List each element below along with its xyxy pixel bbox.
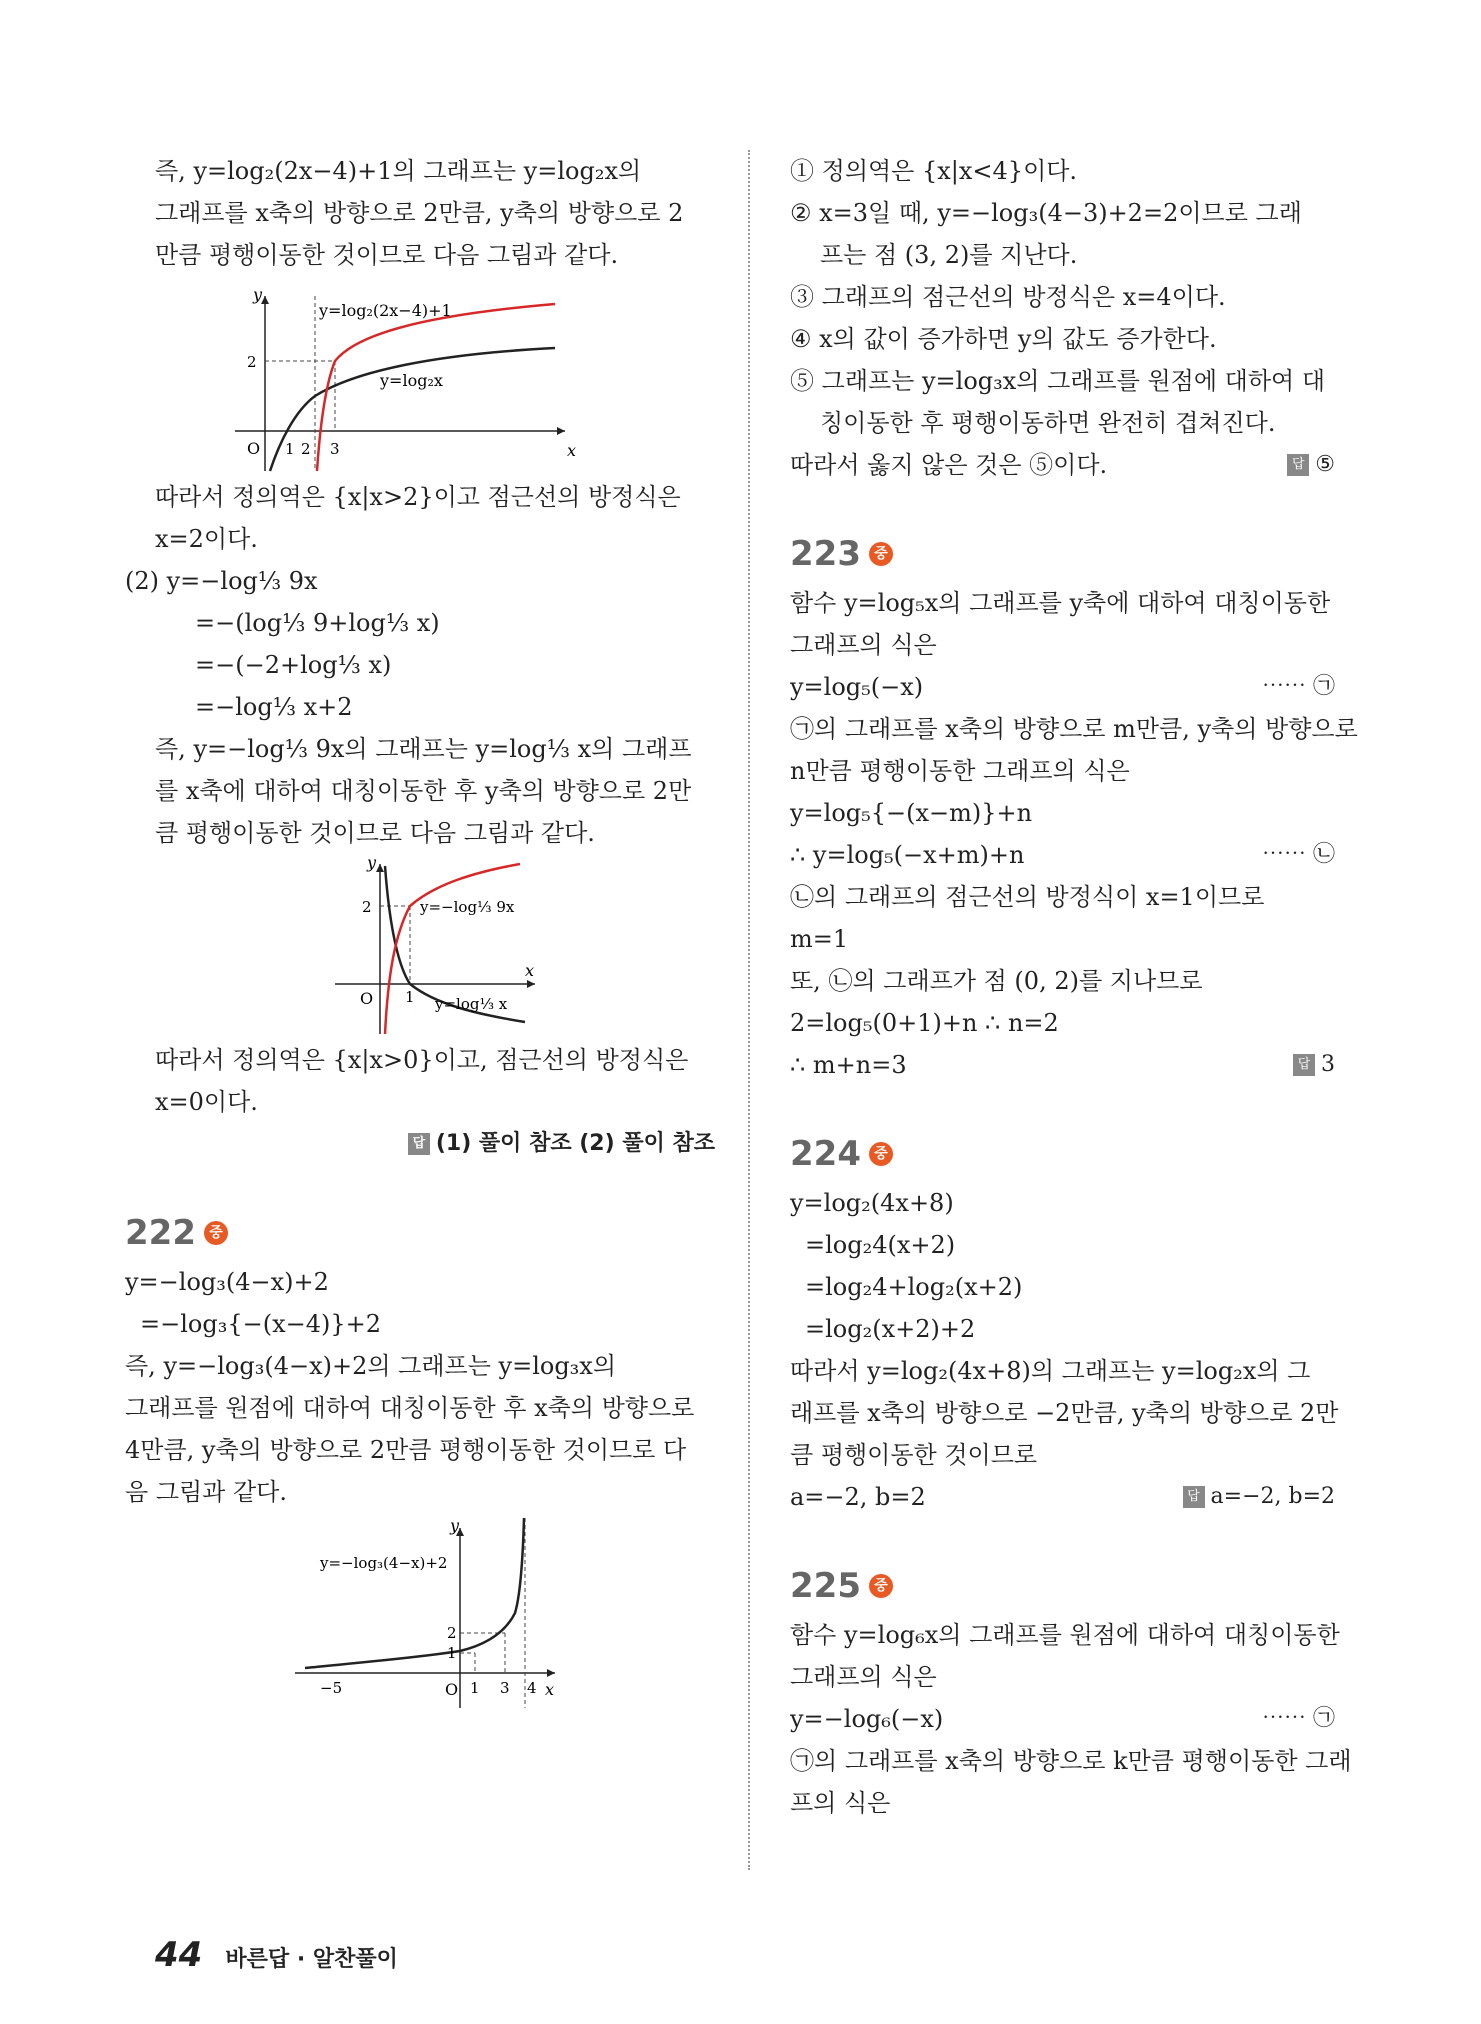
text-line: 4만큼, y축의 방향으로 2만큼 평행이동한 것이므로 다 (125, 1436, 687, 1464)
text-line: 함수 y=log₆x의 그래프를 원점에 대하여 대칭이동한 (790, 1621, 1340, 1649)
text-line (790, 1044, 1335, 1086)
answer-value: 3 (1321, 1052, 1335, 1077)
origin-label: O (360, 989, 374, 1008)
text-line (790, 834, 1335, 876)
x-tick: 1 (285, 440, 295, 458)
problem-225-header (790, 1558, 1335, 1614)
difficulty-badge: 중 (869, 1142, 893, 1166)
curve-label: y=−log₃(4−x)+2 (320, 1554, 448, 1572)
column-divider (748, 150, 750, 1870)
graph-log2 (155, 276, 715, 476)
y-tick: 1 (447, 1644, 457, 1662)
text-line: m=1 (790, 925, 849, 953)
x-tick: 1 (470, 1679, 480, 1697)
text-line: 큼 평행이동한 것이므로 다음 그림과 같다. (155, 819, 595, 847)
conclusion-text: ∴ m+n=3 (790, 1051, 907, 1079)
text-line: (2) y=−log⅓ 9x (125, 567, 318, 595)
text-line: 또, ㉡의 그래프가 점 (0, 2)를 지나므로 (790, 967, 1203, 995)
text-line: 즉, y=log₂(2x−4)+1의 그래프는 y=log₂x의 (155, 157, 642, 185)
conclusion-text: a=−2, b=2 (790, 1483, 926, 1511)
text-line: x=0이다. (155, 1088, 258, 1116)
conclusion-text: 따라서 옳지 않은 것은 ⑤이다. (790, 451, 1108, 479)
text-line (790, 444, 1335, 486)
graph-log-third (155, 854, 715, 1039)
difficulty-badge: 중 (204, 1221, 228, 1245)
text-line: 프는 점 (3, 2)를 지난다. (820, 241, 1078, 269)
text-line (790, 1698, 1335, 1740)
text-line: ㉠의 그래프를 x축의 방향으로 k만큼 평행이동한 그래 (790, 1747, 1352, 1775)
equation-text: ∴ y=log₅(−x+m)+n (790, 841, 1025, 869)
page-footer (155, 1935, 398, 1975)
y-axis-label: y (367, 854, 377, 872)
left-column (125, 150, 715, 1713)
text-line: =log₂4+log₂(x+2) (805, 1273, 1023, 1301)
text-line: 를 x축에 대하여 대칭이동한 후 y축의 방향으로 2만 (155, 777, 692, 805)
problem-number: 222 (125, 1213, 196, 1253)
page-number: 44 (155, 1935, 203, 1975)
text-line: 즉, y=−log₃(4−x)+2의 그래프는 y=log₃x의 (125, 1352, 617, 1380)
text-line: 칭이동한 후 평행이동하면 완전히 겹쳐진다. (820, 409, 1276, 437)
equation-mark: ⋯⋯ ㉠ (1262, 1706, 1335, 1731)
red-curve-label: y=−log⅓ 9x (420, 898, 515, 916)
text-line: 래프를 x축의 방향으로 −2만큼, y축의 방향으로 2만 (790, 1399, 1339, 1427)
text-line: ① 정의역은 {x|x<4}이다. (790, 157, 1078, 185)
text-line: =−(log⅓ 9+log⅓ x) (195, 609, 440, 637)
text-line: n만큼 평행이동한 그래프의 식은 (790, 757, 1130, 785)
text-line: =log₂4(x+2) (805, 1231, 956, 1259)
answer-tag: 답 (1287, 454, 1309, 476)
text-line: 그래프의 식은 (790, 1663, 937, 1691)
text-line: 따라서 y=log₂(4x+8)의 그래프는 y=log₂x의 그 (790, 1357, 1311, 1385)
red-curve-label: y=log₂(2x−4)+1 (319, 301, 452, 320)
text-line: 프의 식은 (790, 1789, 891, 1817)
equation-text: y=log₅(−x) (790, 673, 924, 701)
answer-tag: 답 (408, 1133, 430, 1155)
text-line: y=log₅{−(x−m)}+n (790, 799, 1033, 827)
y-tick: 2 (247, 353, 257, 371)
black-curve-label: y=log₂x (380, 371, 443, 390)
text-line: 그래프의 식은 (790, 631, 937, 659)
answer-value: a=−2, b=2 (1210, 1484, 1335, 1509)
problem-224-header (790, 1126, 1335, 1182)
answer-222 (1287, 444, 1335, 486)
origin-label: O (247, 439, 261, 458)
answer-text: (1) 풀이 참조 (2) 풀이 참조 (435, 1131, 715, 1156)
text-line: =−(−2+log⅓ x) (195, 651, 392, 679)
text-line: 큼 평행이동한 것이므로 (790, 1441, 1038, 1469)
text-line (790, 666, 1335, 708)
problem-223-header (790, 526, 1335, 582)
problem-number: 225 (790, 1566, 861, 1606)
text-line: 그래프를 x축의 방향으로 2만큼, y축의 방향으로 2 (155, 199, 684, 227)
book-title: 바른답 · 알찬풀이 (225, 1947, 398, 1972)
text-line: =−log⅓ x+2 (195, 693, 353, 721)
x-tick: 1 (405, 988, 415, 1006)
text-line: x=2이다. (155, 525, 258, 553)
x-tick: 4 (527, 1679, 537, 1697)
text-line: ⑤ 그래프는 y=log₃x의 그래프를 원점에 대하여 대 (790, 367, 1326, 395)
graph-log3 (155, 1513, 715, 1713)
origin-label: O (445, 1680, 459, 1699)
y-axis-label: y (253, 285, 263, 304)
text-line (790, 1476, 1335, 1518)
x-axis-label: x (525, 961, 535, 980)
x-tick: −5 (320, 1679, 343, 1697)
x-tick: 3 (500, 1679, 510, 1697)
text-line: =log₂(x+2)+2 (805, 1315, 976, 1343)
y-tick: 2 (447, 1624, 457, 1642)
x-axis-label: x (567, 441, 577, 460)
problem-222-header (125, 1205, 715, 1261)
text-line: 함수 y=log₅x의 그래프를 y축에 대하여 대칭이동한 (790, 589, 1331, 617)
answer-223 (1293, 1044, 1335, 1086)
equation-mark: ⋯⋯ ㉠ (1262, 674, 1335, 699)
answer-224 (1183, 1476, 1335, 1518)
text-line: 만큼 평행이동한 것이므로 다음 그림과 같다. (155, 241, 619, 269)
text-line: 즉, y=−log⅓ 9x의 그래프는 y=log⅓ x의 그래프 (155, 735, 692, 763)
text-line: 음 그림과 같다. (125, 1478, 287, 1506)
problem-number: 224 (790, 1134, 861, 1174)
answer-line (155, 1123, 715, 1165)
text-line: 따라서 정의역은 {x|x>0}이고, 점근선의 방정식은 (155, 1046, 689, 1074)
text-line: y=log₂(4x+8) (790, 1189, 954, 1217)
right-column (790, 150, 1358, 1824)
answer-value: ⑤ (1315, 452, 1335, 477)
text-line: ② x=3일 때, y=−log₃(4−3)+2=2이므로 그래 (790, 199, 1302, 227)
difficulty-badge: 중 (869, 542, 893, 566)
text-line: ㉠의 그래프를 x축의 방향으로 m만큼, y축의 방향으로 (790, 715, 1358, 743)
equation-mark: ⋯⋯ ㉡ (1262, 842, 1335, 867)
text-line: 2=log₅(0+1)+n ∴ n=2 (790, 1009, 1059, 1037)
black-curve-label: y=log⅓ x (435, 995, 508, 1013)
text-line: 따라서 정의역은 {x|x>2}이고 점근선의 방정식은 (155, 483, 681, 511)
x-axis-label: x (545, 1680, 555, 1699)
equation-text: y=−log₆(−x) (790, 1705, 944, 1733)
text-line: =−log₃{−(x−4)}+2 (140, 1310, 381, 1338)
problem-number: 223 (790, 534, 861, 574)
x-tick: 3 (330, 440, 340, 458)
text-line: ㉡의 그래프의 점근선의 방정식이 x=1이므로 (790, 883, 1265, 911)
text-line: ③ 그래프의 점근선의 방정식은 x=4이다. (790, 283, 1226, 311)
difficulty-badge: 중 (869, 1574, 893, 1598)
y-axis-label: y (450, 1516, 460, 1535)
x-tick: 2 (301, 440, 311, 458)
text-line: y=−log₃(4−x)+2 (125, 1268, 329, 1296)
answer-tag: 답 (1293, 1054, 1315, 1076)
y-tick: 2 (362, 898, 372, 916)
text-line: 그래프를 원점에 대하여 대칭이동한 후 x축의 방향으로 (125, 1394, 695, 1422)
answer-tag: 답 (1183, 1486, 1205, 1508)
text-line: ④ x의 값이 증가하면 y의 값도 증가한다. (790, 325, 1217, 353)
